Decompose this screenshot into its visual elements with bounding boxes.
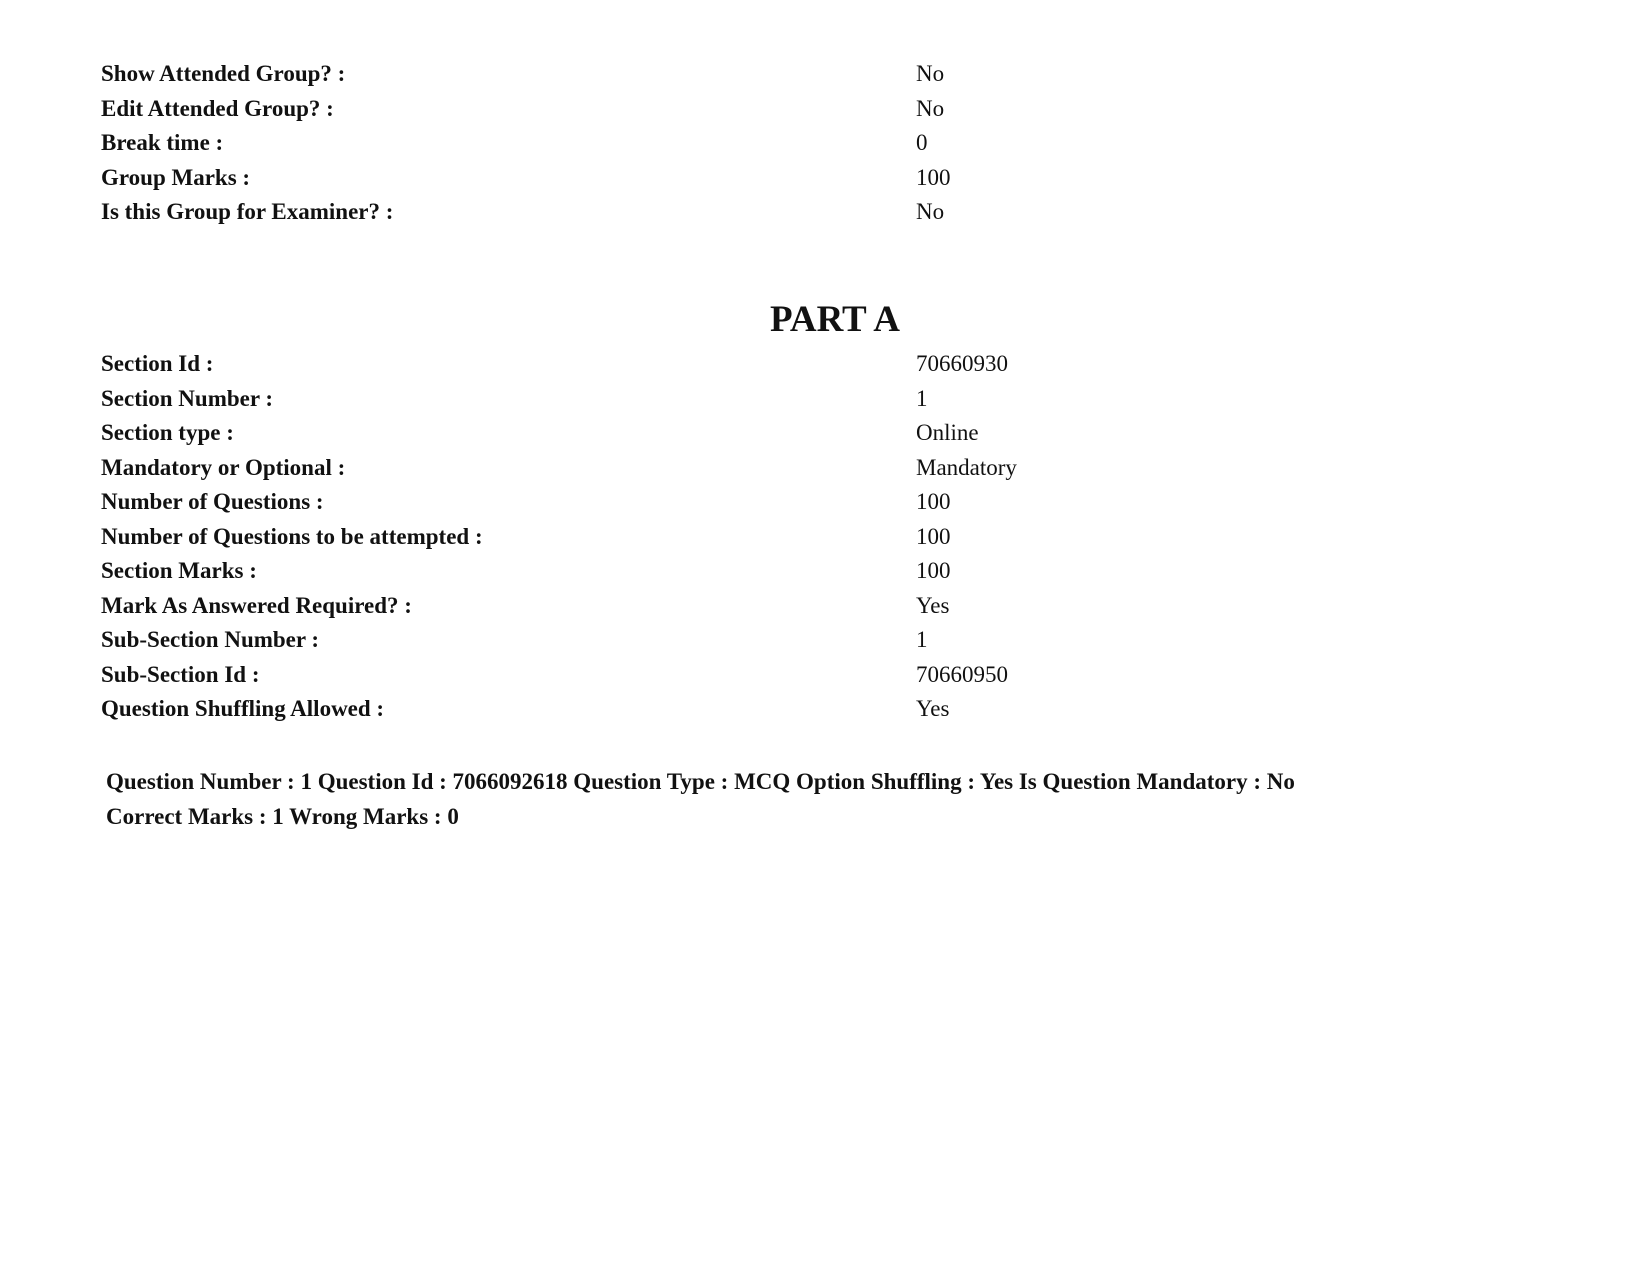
field-value: No — [916, 61, 945, 86]
field-value: 1 — [916, 385, 928, 411]
section-info-row — [101, 589, 1551, 624]
section-info-row — [101, 451, 1551, 486]
section-info-row — [101, 416, 1551, 451]
field-value: 70660950 — [916, 661, 1008, 687]
question-marks-line: Correct Marks : 1 Wrong Marks : 0 — [106, 803, 459, 829]
field-label: Mark As Answered Required? : — [101, 592, 412, 618]
field-label: Section Id : — [101, 351, 214, 376]
field-label: Section Marks : — [101, 558, 257, 583]
field-value: 70660930 — [916, 351, 1008, 376]
field-label: Section type : — [101, 420, 234, 445]
question-meta-line: Question Number : 1 Question Id : 7066092618 Question Type : MCQ Option Shuffling : Yes Is Question Mandatory : No — [106, 769, 1295, 794]
section-info-row — [101, 692, 1551, 727]
field-value: No — [916, 199, 945, 224]
group-info-row — [101, 57, 1551, 92]
field-label: Number of Questions to be attempted : — [101, 523, 483, 549]
section-info-table — [101, 347, 1551, 727]
section-info-row — [101, 520, 1551, 555]
field-value: Yes — [916, 696, 950, 721]
field-label: Edit Attended Group? : — [101, 95, 334, 121]
question-header — [106, 765, 1556, 834]
field-value: 0 — [916, 130, 928, 155]
group-info-row — [101, 126, 1551, 161]
field-label: Number of Questions : — [101, 489, 324, 514]
field-label: Show Attended Group? : — [101, 61, 346, 86]
field-label: Group Marks : — [101, 164, 251, 190]
field-label: Section Number : — [101, 385, 274, 411]
section-info-row — [101, 623, 1551, 658]
section-info-row — [101, 554, 1551, 589]
field-label: Sub-Section Number : — [101, 627, 320, 652]
field-value: Mandatory — [916, 454, 1017, 480]
field-label: Break time : — [101, 130, 224, 155]
section-info-row — [101, 658, 1551, 693]
field-label: Sub-Section Id : — [101, 661, 260, 687]
field-label: Question Shuffling Allowed : — [101, 696, 385, 721]
group-info-row — [101, 92, 1551, 127]
section-info-row — [101, 347, 1551, 382]
field-value: 100 — [916, 523, 951, 549]
field-value: No — [916, 95, 945, 121]
part-heading: PART A — [770, 299, 900, 340]
field-value: 100 — [916, 489, 951, 514]
group-info-row — [101, 161, 1551, 196]
field-value: 1 — [916, 627, 928, 652]
field-value: 100 — [916, 558, 951, 583]
field-label: Is this Group for Examiner? : — [101, 199, 394, 224]
field-label: Mandatory or Optional : — [101, 454, 346, 480]
section-info-row — [101, 485, 1551, 520]
group-info-table — [101, 57, 1551, 230]
field-value: Yes — [916, 592, 950, 618]
group-info-row — [101, 195, 1551, 230]
section-info-row — [101, 382, 1551, 417]
field-value: Online — [916, 420, 979, 445]
field-value: 100 — [916, 164, 951, 190]
